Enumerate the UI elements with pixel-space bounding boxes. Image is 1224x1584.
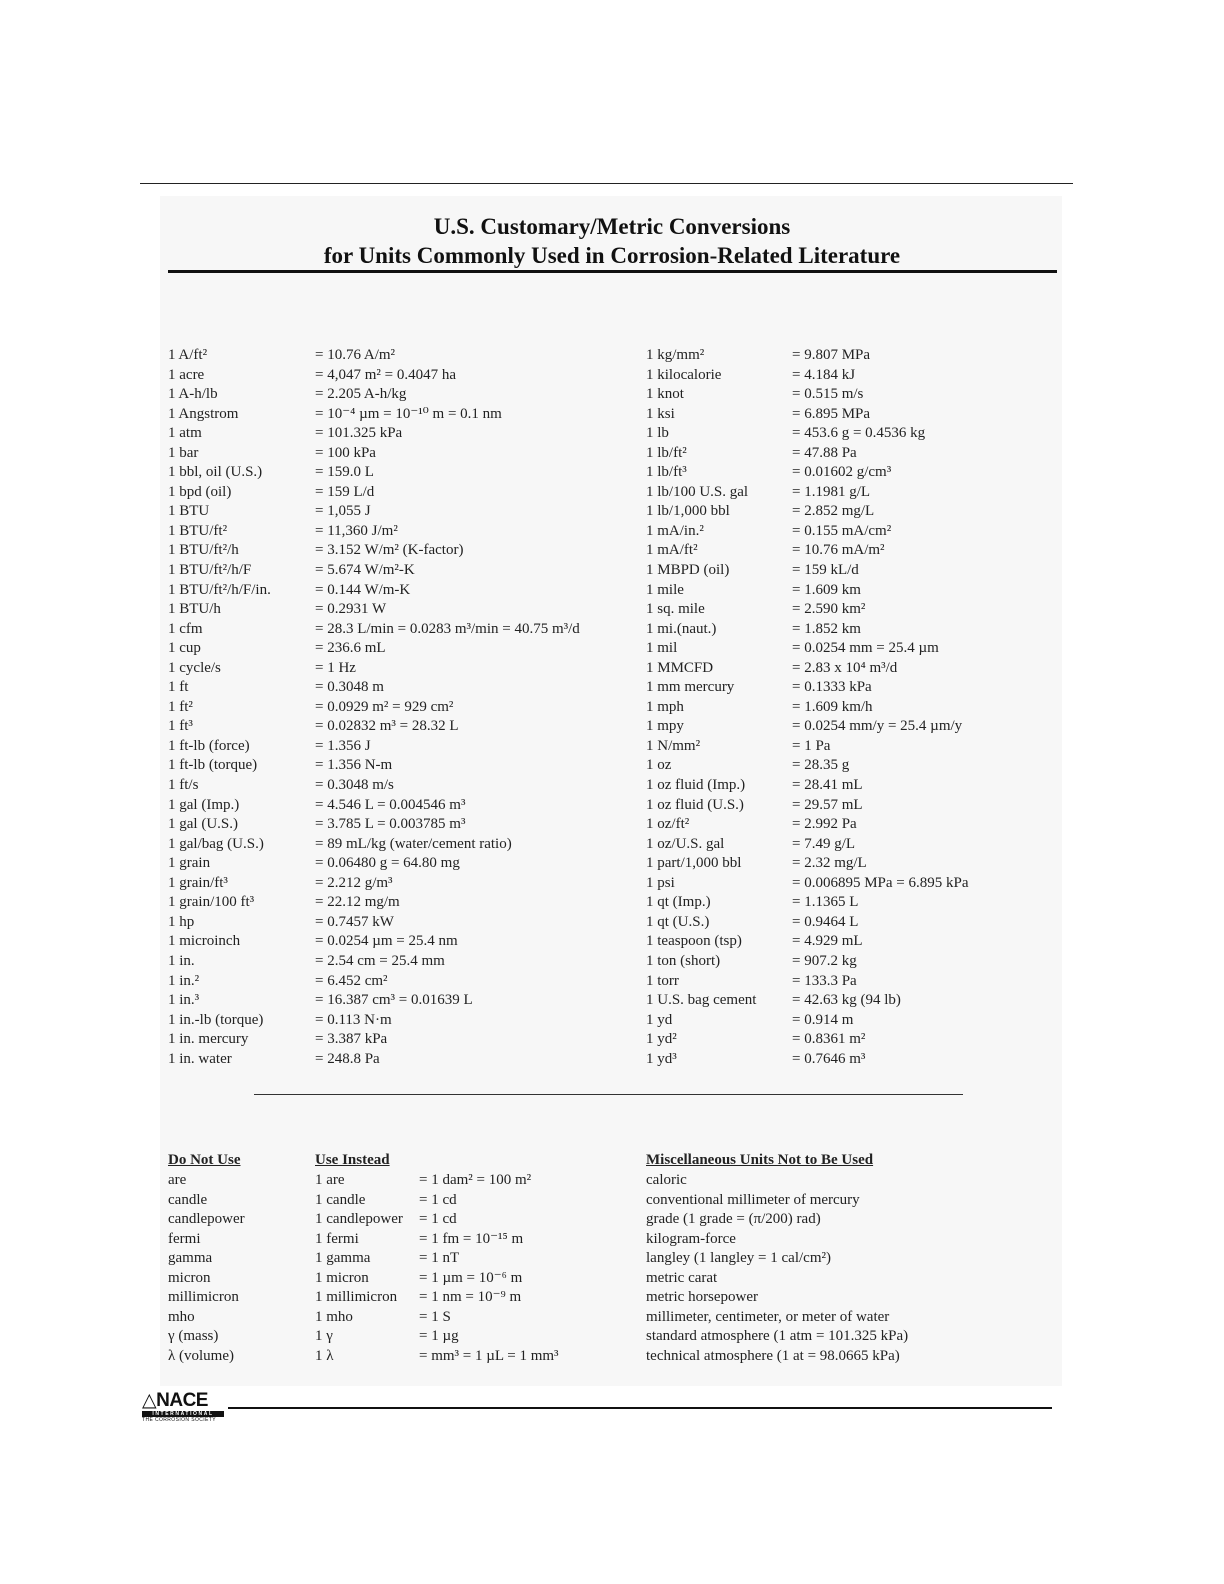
conversion-unit: 1 BTU xyxy=(168,503,210,520)
conversion-value: = 0.113 N·m xyxy=(315,1011,392,1028)
conversion-value: = 47.88 Pa xyxy=(792,444,857,461)
conversion-row xyxy=(168,717,638,737)
conversion-unit: 1 teaspoon (tsp) xyxy=(646,933,742,950)
conversion-row xyxy=(168,893,638,913)
conversion-value: = 0.0254 µm = 25.4 nm xyxy=(315,933,458,950)
conversion-row xyxy=(168,424,638,444)
conversion-unit: 1 mph xyxy=(646,698,684,715)
list-item: millimeter, centimeter, or meter of water xyxy=(646,1308,890,1325)
conversion-unit: 1 qt (Imp.) xyxy=(646,894,711,911)
conversion-value: = 0.0929 m² = 929 cm² xyxy=(315,698,454,715)
conversion-row xyxy=(168,581,638,601)
conversion-row xyxy=(168,776,638,796)
conversion-value: = 1.609 km xyxy=(792,581,861,598)
conversion-unit: 1 ft-lb (torque) xyxy=(168,757,258,774)
conversion-value: = 0.9464 L xyxy=(792,913,859,930)
conversion-unit: 1 oz fluid (U.S.) xyxy=(646,796,744,813)
conversion-row xyxy=(646,972,1056,992)
conversion-value: = 11,360 J/m² xyxy=(315,522,398,539)
conversion-unit: 1 yd xyxy=(646,1011,673,1028)
logo-triangle-icon: △ xyxy=(142,1390,157,1411)
conversion-value: = 29.57 mL xyxy=(792,796,863,813)
list-item: caloric xyxy=(646,1172,687,1188)
conversion-unit: 1 grain/ft³ xyxy=(168,874,228,891)
conversion-unit: 1 A/ft² xyxy=(168,347,208,363)
list-item: are xyxy=(168,1172,187,1188)
replacement-unit: 1 candle xyxy=(315,1191,366,1208)
conversion-value: = 101.325 kPa xyxy=(315,425,403,442)
conversion-value: = 159 kL/d xyxy=(792,562,859,579)
conversion-unit: 1 oz/U.S. gal xyxy=(646,835,725,852)
conversion-value: = 0.01602 g/cm³ xyxy=(792,464,892,481)
conversion-row xyxy=(646,620,1056,640)
conversion-unit: 1 bpd (oil) xyxy=(168,483,232,500)
nace-logo xyxy=(142,1391,226,1423)
conversion-row xyxy=(646,815,1056,835)
list-item: grade (1 grade = (π/200) rad) xyxy=(646,1211,821,1228)
conversion-value: = 2.852 mg/L xyxy=(792,503,875,520)
conversion-row xyxy=(168,913,638,933)
conversion-unit: 1 MBPD (oil) xyxy=(646,562,730,579)
replacement-value: = 1 µg xyxy=(419,1328,459,1345)
conversion-row xyxy=(168,385,638,405)
conversion-unit: 1 BTU/ft² xyxy=(168,522,228,539)
conversion-value: = 2.212 g/m³ xyxy=(315,874,393,891)
list-item: candlepower xyxy=(168,1211,245,1228)
conversion-unit: 1 lb/ft² xyxy=(646,444,687,461)
conversion-row xyxy=(168,756,638,776)
conversion-value: = 0.0254 mm/y = 25.4 µm/y xyxy=(792,718,963,735)
conversion-value: = 1.609 km/h xyxy=(792,698,873,715)
replacement-unit: 1 micron xyxy=(315,1269,369,1286)
conversions-right-column xyxy=(646,346,1056,1069)
list-item: λ (volume) xyxy=(168,1347,235,1364)
list-item xyxy=(315,1288,635,1308)
conversion-row xyxy=(646,991,1056,1011)
conversion-unit: 1 gal/bag (U.S.) xyxy=(168,835,264,852)
conversion-unit: 1 mA/ft² xyxy=(646,542,698,559)
replacement-value: = 1 nT xyxy=(419,1250,460,1267)
conversion-unit: 1 atm xyxy=(168,425,202,442)
conversion-unit: 1 in. water xyxy=(168,1050,232,1067)
conversion-unit: 1 gal (U.S.) xyxy=(168,816,238,833)
conversion-unit: 1 grain/100 ft³ xyxy=(168,894,255,911)
title-line-2: for Units Commonly Used in Corrosion-Related Literature xyxy=(323,243,901,268)
replacement-unit: 1 λ xyxy=(315,1347,334,1364)
conversion-row xyxy=(168,991,638,1011)
conversion-value: = 10.76 mA/m² xyxy=(792,542,885,559)
conversion-row xyxy=(168,796,638,816)
conversion-value: = 2.992 Pa xyxy=(792,816,857,833)
list-item: technical atmosphere (1 at = 98.0665 kPa) xyxy=(646,1347,900,1364)
conversion-row xyxy=(168,1011,638,1031)
conversion-value: = 10⁻⁴ µm = 10⁻¹⁰ m = 0.1 nm xyxy=(315,405,502,422)
conversion-value: = 0.2931 W xyxy=(315,601,387,618)
conversion-row xyxy=(646,541,1056,561)
conversion-row xyxy=(646,405,1056,425)
conversion-row xyxy=(646,581,1056,601)
conversion-row xyxy=(646,522,1056,542)
conversion-unit: 1 knot xyxy=(646,386,684,403)
conversion-row xyxy=(168,952,638,972)
misc-units-header: Miscellaneous Units Not to Be Used xyxy=(646,1152,874,1168)
conversion-unit: 1 oz/ft² xyxy=(646,816,690,833)
list-item xyxy=(315,1191,635,1211)
list-item: conventional millimeter of mercury xyxy=(646,1191,860,1208)
misc-units-list xyxy=(646,1171,1056,1366)
use-instead-list xyxy=(315,1171,635,1366)
list-item: metric horsepower xyxy=(646,1289,759,1306)
conversion-value: = 1.356 J xyxy=(315,737,371,754)
conversion-value: = 6.895 MPa xyxy=(792,405,871,422)
conversion-value: = 0.7646 m³ xyxy=(792,1050,866,1067)
conversion-row xyxy=(168,620,638,640)
conversion-value: = 5.674 W/m²-K xyxy=(315,562,415,579)
conversion-row xyxy=(646,346,1056,366)
replacement-unit: 1 candlepower xyxy=(315,1211,403,1228)
conversion-row xyxy=(168,932,638,952)
conversion-row xyxy=(646,952,1056,972)
conversion-row xyxy=(646,932,1056,952)
conversion-row xyxy=(168,972,638,992)
conversion-row xyxy=(168,561,638,581)
conversion-value: = 1.1365 L xyxy=(792,894,859,911)
replacement-value: = 1 cd xyxy=(419,1191,457,1208)
conversion-unit: 1 in.² xyxy=(168,972,200,989)
list-item: mho xyxy=(168,1308,195,1325)
conversion-unit: 1 in. mercury xyxy=(168,1031,249,1048)
conversion-value: = 907.2 kg xyxy=(792,952,857,969)
section-divider xyxy=(254,1094,963,1095)
list-item xyxy=(315,1269,635,1289)
conversion-unit: 1 bar xyxy=(168,444,199,461)
conversion-value: = 9.807 MPa xyxy=(792,347,871,363)
replacement-unit: 1 gamma xyxy=(315,1250,371,1267)
replacement-value: = 1 fm = 10⁻¹⁵ m xyxy=(419,1230,524,1247)
conversion-unit: 1 MMCFD xyxy=(646,659,714,676)
conversion-row xyxy=(646,854,1056,874)
conversion-value: = 0.914 m xyxy=(792,1011,854,1028)
footer-rule xyxy=(228,1407,1052,1409)
conversion-value: = 0.3048 m xyxy=(315,679,384,696)
conversion-row xyxy=(168,835,638,855)
conversion-row xyxy=(646,561,1056,581)
list-item: langley (1 langley = 1 cal/cm²) xyxy=(646,1250,831,1267)
title-line-1: U.S. Customary/Metric Conversions xyxy=(433,214,791,239)
conversion-row xyxy=(646,659,1056,679)
replacement-unit: 1 γ xyxy=(315,1328,333,1345)
do-not-use-header: Do Not Use xyxy=(168,1152,241,1168)
conversion-unit: 1 N/mm² xyxy=(646,737,701,754)
list-item: metric carat xyxy=(646,1269,718,1286)
replacement-unit: 1 millimicron xyxy=(315,1289,398,1306)
conversion-value: = 4,047 m² = 0.4047 ha xyxy=(315,366,456,383)
conversion-unit: 1 gal (Imp.) xyxy=(168,796,240,813)
conversion-value: = 4.184 kJ xyxy=(792,366,856,383)
conversion-unit: 1 cfm xyxy=(168,620,203,637)
replacement-value: = 1 dam² = 100 m² xyxy=(419,1172,532,1188)
conversion-value: = 22.12 mg/m xyxy=(315,894,400,911)
conversion-value: = 0.515 m/s xyxy=(792,386,864,403)
conversion-value: = 42.63 kg (94 lb) xyxy=(792,992,901,1009)
conversion-value: = 89 mL/kg (water/cement ratio) xyxy=(315,835,512,852)
conversion-unit: 1 ft/s xyxy=(168,777,199,794)
conversion-unit: 1 lb/1,000 bbl xyxy=(646,503,730,520)
list-item xyxy=(315,1327,635,1347)
conversion-row xyxy=(646,1011,1056,1031)
conversion-row xyxy=(168,502,638,522)
conversion-row xyxy=(168,444,638,464)
conversion-row xyxy=(168,522,638,542)
list-item: fermi xyxy=(168,1230,201,1247)
conversion-value: = 2.54 cm = 25.4 mm xyxy=(315,952,445,969)
list-item xyxy=(315,1210,635,1230)
conversion-unit: 1 ksi xyxy=(646,405,675,422)
conversion-row xyxy=(646,913,1056,933)
misc-units-section xyxy=(646,1151,1056,1366)
conversion-row xyxy=(168,737,638,757)
replacement-value: = 1 S xyxy=(419,1308,451,1325)
conversion-unit: 1 ft-lb (force) xyxy=(168,737,250,754)
conversion-unit: 1 BTU/ft²/h/F/in. xyxy=(168,581,271,598)
conversion-unit: 1 Angstrom xyxy=(168,405,239,422)
conversion-unit: 1 sq. mile xyxy=(646,601,705,618)
conversion-unit: 1 ft³ xyxy=(168,718,193,735)
conversion-value: = 2.32 mg/L xyxy=(792,855,867,872)
conversion-unit: 1 mi.(naut.) xyxy=(646,620,717,637)
conversion-unit: 1 in.-lb (torque) xyxy=(168,1011,264,1028)
use-instead-section xyxy=(315,1151,635,1366)
conversion-row xyxy=(168,815,638,835)
conversion-row xyxy=(646,737,1056,757)
conversion-row xyxy=(168,854,638,874)
conversion-value: = 4.929 mL xyxy=(792,933,863,950)
conversion-unit: 1 lb/ft³ xyxy=(646,464,687,481)
conversion-unit: 1 oz fluid (Imp.) xyxy=(646,777,746,794)
conversion-value: = 0.144 W/m-K xyxy=(315,581,411,598)
conversion-row xyxy=(646,678,1056,698)
logo-tagline: THE CORROSION SOCIETY xyxy=(142,1417,216,1423)
conversion-row xyxy=(168,463,638,483)
conversion-value: = 159 L/d xyxy=(315,483,375,500)
conversion-unit: 1 cycle/s xyxy=(168,659,221,676)
conversion-unit: 1 BTU/h xyxy=(168,601,221,618)
conversion-unit: 1 oz xyxy=(646,757,672,774)
conversion-row xyxy=(646,483,1056,503)
conversion-value: = 1.1981 g/L xyxy=(792,483,871,500)
replacement-value: = mm³ = 1 µL = 1 mm³ xyxy=(419,1347,559,1364)
conversion-unit: 1 qt (U.S.) xyxy=(646,913,710,930)
conversion-row xyxy=(646,366,1056,386)
conversion-value: = 4.546 L = 0.004546 m³ xyxy=(315,796,466,813)
conversion-value: = 28.35 g xyxy=(792,757,850,774)
list-item: micron xyxy=(168,1269,211,1286)
conversion-row xyxy=(168,1050,638,1070)
conversion-value: = 248.8 Pa xyxy=(315,1050,380,1067)
conversion-row xyxy=(646,463,1056,483)
list-item xyxy=(315,1347,635,1367)
conversion-row xyxy=(168,678,638,698)
conversion-value: = 0.0254 mm = 25.4 µm xyxy=(792,640,939,657)
conversion-unit: 1 cup xyxy=(168,640,201,657)
do-not-use-list xyxy=(168,1171,245,1366)
list-item: millimicron xyxy=(168,1289,239,1306)
conversion-value: = 3.152 W/m² (K-factor) xyxy=(315,542,464,559)
conversion-unit: 1 acre xyxy=(168,366,205,383)
conversion-value: = 2.83 x 10⁴ m³/d xyxy=(792,659,898,676)
conversion-unit: 1 mil xyxy=(646,640,678,657)
conversion-row xyxy=(168,600,638,620)
conversion-value: = 2.205 A-h/kg xyxy=(315,386,407,403)
conversion-value: = 1.852 km xyxy=(792,620,861,637)
conversion-row xyxy=(646,893,1056,913)
conversion-row xyxy=(646,424,1056,444)
conversion-value: = 133.3 Pa xyxy=(792,972,857,989)
list-item xyxy=(315,1249,635,1269)
conversion-unit: 1 mm mercury xyxy=(646,679,735,696)
conversion-value: = 100 kPa xyxy=(315,444,376,461)
conversion-row xyxy=(168,483,638,503)
conversion-row xyxy=(168,874,638,894)
replacement-unit: 1 are xyxy=(315,1172,345,1188)
conversion-row xyxy=(646,776,1056,796)
conversion-unit: 1 ft xyxy=(168,679,189,696)
conversion-row xyxy=(646,600,1056,620)
conversion-unit: 1 mA/in.² xyxy=(646,522,704,539)
use-instead-header: Use Instead xyxy=(315,1152,390,1168)
list-item: gamma xyxy=(168,1250,213,1267)
conversion-value: = 2.590 km² xyxy=(792,601,866,618)
conversion-unit: 1 BTU/ft²/h/F xyxy=(168,562,252,579)
conversion-row xyxy=(168,1030,638,1050)
conversion-unit: 1 U.S. bag cement xyxy=(646,992,757,1009)
conversion-value: = 0.06480 g = 64.80 mg xyxy=(315,855,460,872)
conversion-value: = 28.3 L/min = 0.0283 m³/min = 40.75 m³/d xyxy=(315,620,580,637)
conversion-value: = 0.3048 m/s xyxy=(315,777,394,794)
conversion-unit: 1 lb/100 U.S. gal xyxy=(646,483,749,500)
conversion-row xyxy=(168,541,638,561)
conversion-value: = 0.02832 m³ = 28.32 L xyxy=(315,718,459,735)
conversion-unit: 1 mpy xyxy=(646,718,684,735)
conversion-value: = 0.155 mA/cm² xyxy=(792,522,892,539)
conversion-row xyxy=(168,405,638,425)
list-item xyxy=(315,1171,635,1191)
conversion-unit: 1 ft² xyxy=(168,698,193,715)
conversion-value: = 0.1333 kPa xyxy=(792,679,872,696)
conversion-unit: 1 microinch xyxy=(168,933,241,950)
conversion-value: = 28.41 mL xyxy=(792,777,863,794)
replacement-unit: 1 mho xyxy=(315,1308,353,1325)
conversion-unit: 1 grain xyxy=(168,855,211,872)
conversion-row xyxy=(646,717,1056,737)
list-item xyxy=(315,1308,635,1328)
conversion-row xyxy=(646,1050,1056,1070)
conversion-row xyxy=(168,659,638,679)
conversion-value: = 0.8361 m² xyxy=(792,1031,866,1048)
conversion-unit: 1 kilocalorie xyxy=(646,366,722,383)
conversion-value: = 16.387 cm³ = 0.01639 L xyxy=(315,992,473,1009)
conversion-row xyxy=(646,444,1056,464)
list-item: candle xyxy=(168,1191,208,1208)
logo-bar: INTERNATIONAL xyxy=(142,1411,224,1417)
conversion-row xyxy=(646,639,1056,659)
conversion-value: = 1.356 N-m xyxy=(315,757,393,774)
conversion-value: = 236.6 mL xyxy=(315,640,386,657)
do-not-use-section xyxy=(168,1151,245,1366)
conversion-unit: 1 BTU/ft²/h xyxy=(168,542,239,559)
title-rule xyxy=(168,270,1057,273)
conversion-value: = 1,055 J xyxy=(315,503,371,520)
page-title xyxy=(168,212,1056,270)
conversion-row xyxy=(646,698,1056,718)
conversion-unit: 1 hp xyxy=(168,913,195,930)
conversion-value: = 10.76 A/m² xyxy=(315,347,396,363)
conversion-row xyxy=(168,698,638,718)
conversion-row xyxy=(646,502,1056,522)
conversion-row xyxy=(646,1030,1056,1050)
conversion-unit: 1 yd³ xyxy=(646,1050,677,1067)
list-item: γ (mass) xyxy=(168,1328,219,1345)
conversion-unit: 1 lb xyxy=(646,425,669,442)
conversion-row xyxy=(646,835,1056,855)
conversion-value: = 453.6 g = 0.4536 kg xyxy=(792,425,926,442)
conversion-row xyxy=(646,874,1056,894)
conversion-value: = 1 Pa xyxy=(792,737,831,754)
list-item xyxy=(315,1230,635,1250)
replacement-value: = 1 cd xyxy=(419,1211,457,1228)
logo-wordmark: △NACE xyxy=(142,1390,208,1411)
conversion-value: = 3.785 L = 0.003785 m³ xyxy=(315,816,466,833)
conversion-row xyxy=(646,796,1056,816)
conversion-unit: 1 in. xyxy=(168,952,195,969)
replacement-value: = 1 nm = 10⁻⁹ m xyxy=(419,1289,522,1306)
conversion-value: = 1 Hz xyxy=(315,659,356,676)
conversion-value: = 3.387 kPa xyxy=(315,1031,388,1048)
conversion-unit: 1 in.³ xyxy=(168,992,200,1009)
conversion-row xyxy=(168,346,638,366)
replacement-value: = 1 µm = 10⁻⁶ m xyxy=(419,1269,523,1286)
list-item: standard atmosphere (1 atm = 101.325 kPa) xyxy=(646,1328,909,1345)
conversion-value: = 7.49 g/L xyxy=(792,835,856,852)
conversion-row xyxy=(168,366,638,386)
conversion-row xyxy=(646,756,1056,776)
conversion-unit: 1 ton (short) xyxy=(646,952,721,969)
conversion-value: = 0.7457 kW xyxy=(315,913,394,930)
conversion-row xyxy=(168,639,638,659)
conversion-unit: 1 kg/mm² xyxy=(646,347,705,363)
conversion-value: = 159.0 L xyxy=(315,464,374,481)
conversion-unit: 1 torr xyxy=(646,972,679,989)
conversion-unit: 1 A-h/lb xyxy=(168,386,218,403)
conversion-unit: 1 bbl, oil (U.S.) xyxy=(168,464,263,481)
conversion-unit: 1 part/1,000 bbl xyxy=(646,855,742,872)
conversion-row xyxy=(646,385,1056,405)
conversion-value: = 6.452 cm² xyxy=(315,972,388,989)
list-item: kilogram-force xyxy=(646,1230,736,1247)
conversion-unit: 1 mile xyxy=(646,581,684,598)
conversion-unit: 1 psi xyxy=(646,874,675,891)
replacement-unit: 1 fermi xyxy=(315,1230,359,1247)
conversions-left-column xyxy=(168,346,638,1069)
top-rule xyxy=(140,183,1073,184)
conversion-value: = 0.006895 MPa = 6.895 kPa xyxy=(792,874,969,891)
conversion-unit: 1 yd² xyxy=(646,1031,677,1048)
